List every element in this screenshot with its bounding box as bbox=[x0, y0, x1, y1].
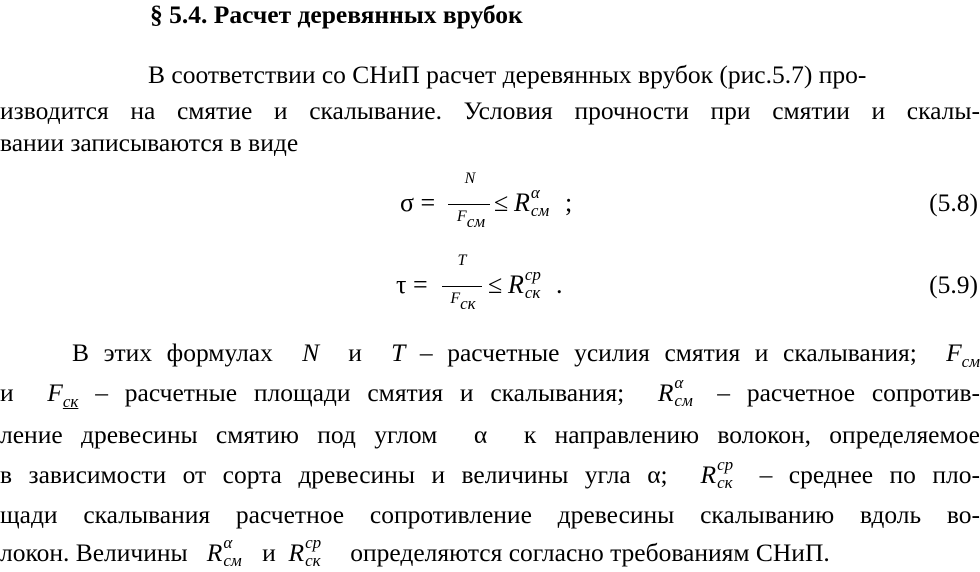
eq58-lhs: σ = bbox=[400, 188, 436, 217]
section-title: § 5.4. Расчет деревянных врубок bbox=[150, 0, 523, 29]
eq59-R-sub: ск bbox=[524, 283, 541, 302]
eq58-fraction-bar bbox=[448, 204, 490, 205]
eq58-number: (5.8) bbox=[929, 188, 978, 217]
para-line-4: в зависимости от сорта древесины и величины угла α; R ср ск – среднее по пло- bbox=[0, 455, 980, 492]
intro-line-2: изводится на смятие и скалывание. Условия прочности при смятии и скалы- bbox=[0, 96, 980, 125]
eq59-number: (5.9) bbox=[929, 270, 978, 299]
eq58-R-sup: α bbox=[530, 183, 540, 202]
eq59-lhs: τ = bbox=[396, 270, 428, 299]
para-line-2: и $F_{ск}$ – расчетные площади смятия и скалывания; R α см – расчетное сопротив- bbox=[0, 373, 980, 411]
intro-line-3: вании записываются в виде bbox=[0, 128, 299, 157]
eq59-fraction-bar bbox=[442, 286, 482, 287]
para-line-5: щади скалывания расчетное сопротивление древесины скалыванию вдоль во- bbox=[0, 500, 980, 529]
para-line-6: локон. Величины R α см и R ср ск определяются согласно требованиям СНиП. bbox=[0, 533, 830, 570]
eq59-tail: . bbox=[556, 270, 563, 299]
eq58-R: R α см bbox=[514, 183, 550, 220]
eq59-numerator: T bbox=[457, 252, 467, 269]
eq58-numerator: N bbox=[464, 170, 476, 187]
eq59-R-sup: ср bbox=[524, 265, 541, 284]
eq58-tail: ; bbox=[565, 188, 573, 217]
para-line-3: ление древесины смятию под углом α к направлению волокон, определяемое bbox=[0, 420, 980, 449]
eq58-R-sub: см bbox=[530, 201, 550, 220]
eq59-R: R ср ск bbox=[508, 265, 541, 302]
intro-line-1: В соответствии со СНиП расчет деревянных врубок (рис.5.7) про- bbox=[148, 60, 867, 89]
eq59-le: ≤ bbox=[488, 270, 503, 299]
eq59-denominator: Fск bbox=[450, 290, 476, 313]
eq58-le: ≤ bbox=[494, 188, 509, 217]
eq58-denominator: Fсм bbox=[456, 208, 486, 231]
para-line-1: В этих формулах N и T – расчетные усилия смятия и скалывания; $F_{см}$ bbox=[72, 338, 980, 371]
